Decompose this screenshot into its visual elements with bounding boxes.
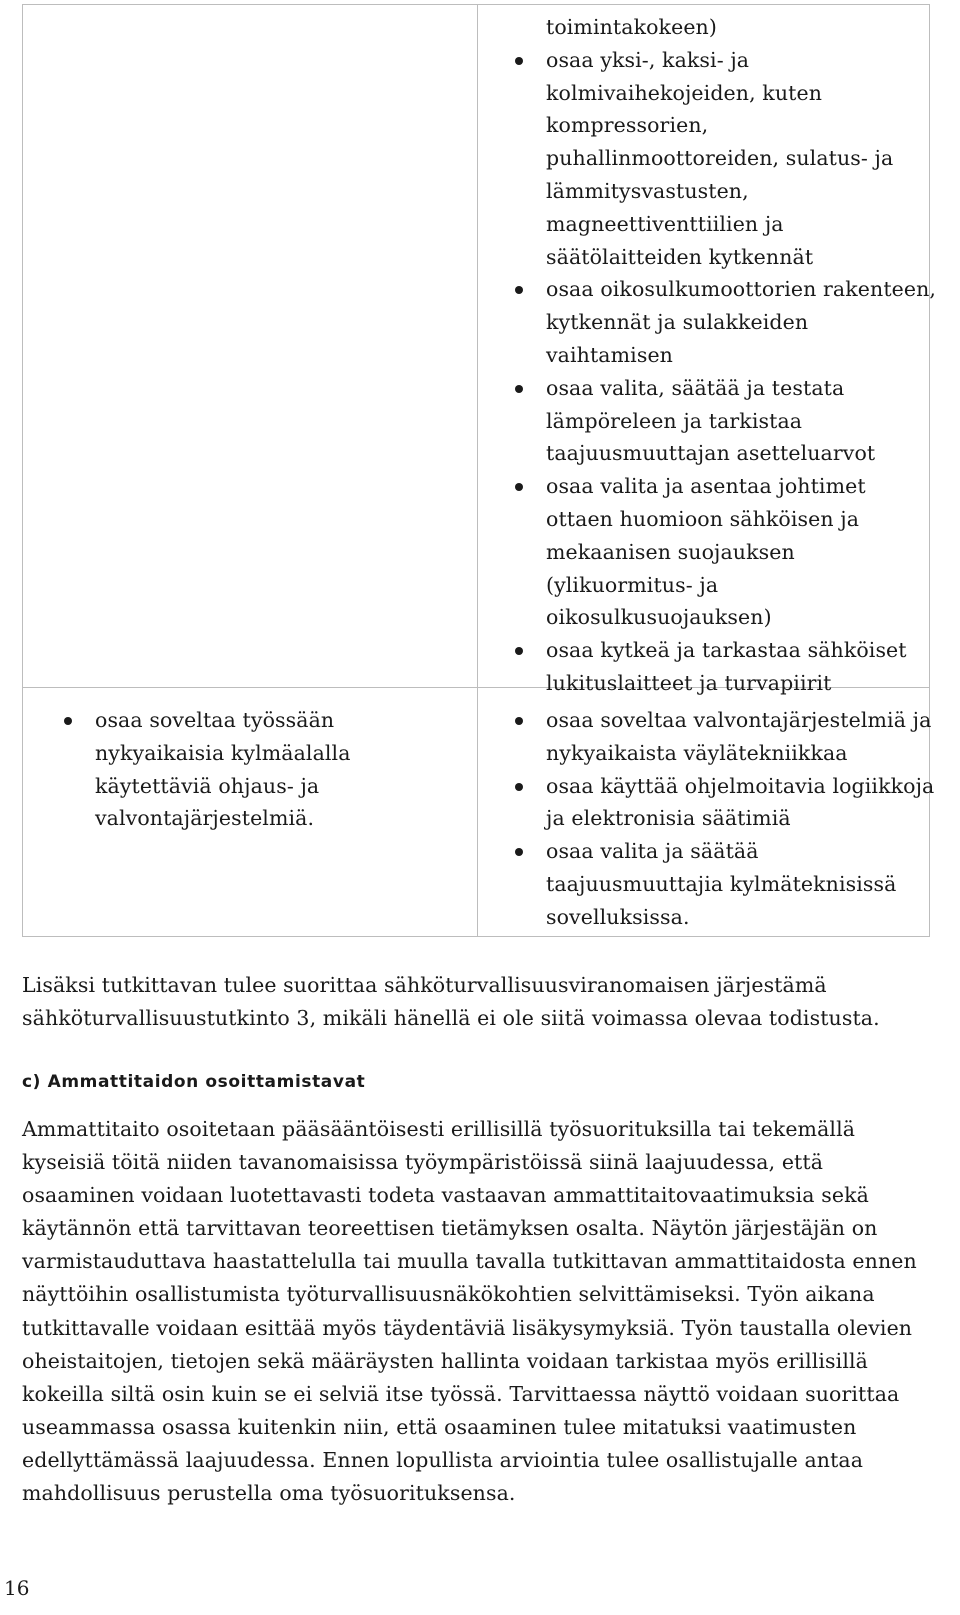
bullet-icon [515,57,523,65]
list-item: osaa kytkeä ja tarkastaa sähköiset lukituslaitteet ja turvapiirit [499,634,939,700]
list-item: osaa käyttää ohjelmoitavia logiikkoja ja elektronisia säätimiä [499,770,939,836]
bullet-icon [515,286,523,294]
row2-left-list [48,704,468,835]
bullet-icon [515,385,523,393]
sahkoturvallisuus-paragraph: Lisäksi tutkittavan tulee suorittaa sähköturvallisuusviranomaisen järjestämä sähköturvallisuustutkinto 3, mikäli hänellä ei ole siitä voimassa olevaa todistusta. [22,973,880,1031]
bullet-icon [64,717,72,725]
list-item: osaa yksi-, kaksi- ja kolmivaihekojeiden, kuten kompressorien, puhallinmoottoreiden, sulatus- ja lämmitysvastusten, magneettiventtiilien ja säätölaitteiden kytkennät [499,44,939,274]
bullet-icon [515,717,523,725]
list-item: osaa valita ja asentaa johtimet ottaen huomioon sähköisen ja mekaanisen suojauksen (ylikuormitus- ja oikosulkusuojauksen) [499,470,939,634]
table-bottom-border [22,936,930,937]
section-heading: c) Ammattitaidon osoittamistavat [22,1072,366,1092]
row2-left-cell [48,704,468,835]
page-number: 16 [4,1576,30,1600]
row1-right-cell [499,11,939,700]
table-column-divider [477,5,478,937]
row1-right-list [499,44,939,700]
list-item: osaa soveltaa työssään nykyaikaisia kylmäalalla käytettäviä ohjaus- ja valvontajärjestelmiä. [48,704,468,835]
osoittamistavat-paragraph: Ammattitaito osoitetaan pääsääntöisesti erillisillä työsuorituksilla tai tekemällä kyseisiä töitä niiden tavanomaisissa työympäristöissä siinä laajuudessa, että osaaminen voidaan luotettavasti todeta vastaavan ammattitaitovaatimuksia sekä käytännön että tarvittavan teoreettisen tietämyksen osalta. Näytön järjestäjän on varmistauduttava haastattelulla tai muulla tavalla tutkittavan ammattitaidosta ennen näyttöihin osallistumista työturvallisuusnäkökohtien selvittämiseksi. Työn aikana tutkittavalle voidaan esittää myös täydentäviä lisäkysymyksiä. Työn taustalla olevien oheistaitojen, tietojen sekä määräysten hallinta voidaan tarkistaa myös erillisillä kokeilla siltä osin kuin se ei selviä itse työssä. Tarvittaessa näyttö voidaan suorittaa useammassa osassa kuitenkin niin, että osaaminen tulee mitatuksi vaatimusten edellyttämässä laajuudessa. Ennen lopullista arviointia tulee osallistujalle antaa mahdollisuus perustella oma työsuorituksensa. [22,1117,917,1506]
row1-left-cell [22,5,477,687]
requirements-table [22,4,937,937]
row2-right-list [499,704,939,934]
list-item: osaa valita, säätää ja testata lämpöreleen ja tarkistaa taajuusmuuttajan asetteluarvot [499,372,939,470]
bullet-icon [515,783,523,791]
list-item: osaa valita ja säätää taajuusmuuttajia kylmäteknisissä sovelluksissa. [499,835,939,933]
list-item: osaa oikosulkumoottorien rakenteen, kytkennät ja sulakkeiden vaihtamisen [499,273,939,371]
bullet-icon [515,848,523,856]
list-item: osaa soveltaa valvontajärjestelmiä ja nykyaikaista väylätekniikkaa [499,704,939,770]
continued-item-text: toimintakokeen) [546,15,717,39]
row2-right-cell [499,704,939,934]
bullet-icon [515,483,523,491]
bullet-icon [515,647,523,655]
